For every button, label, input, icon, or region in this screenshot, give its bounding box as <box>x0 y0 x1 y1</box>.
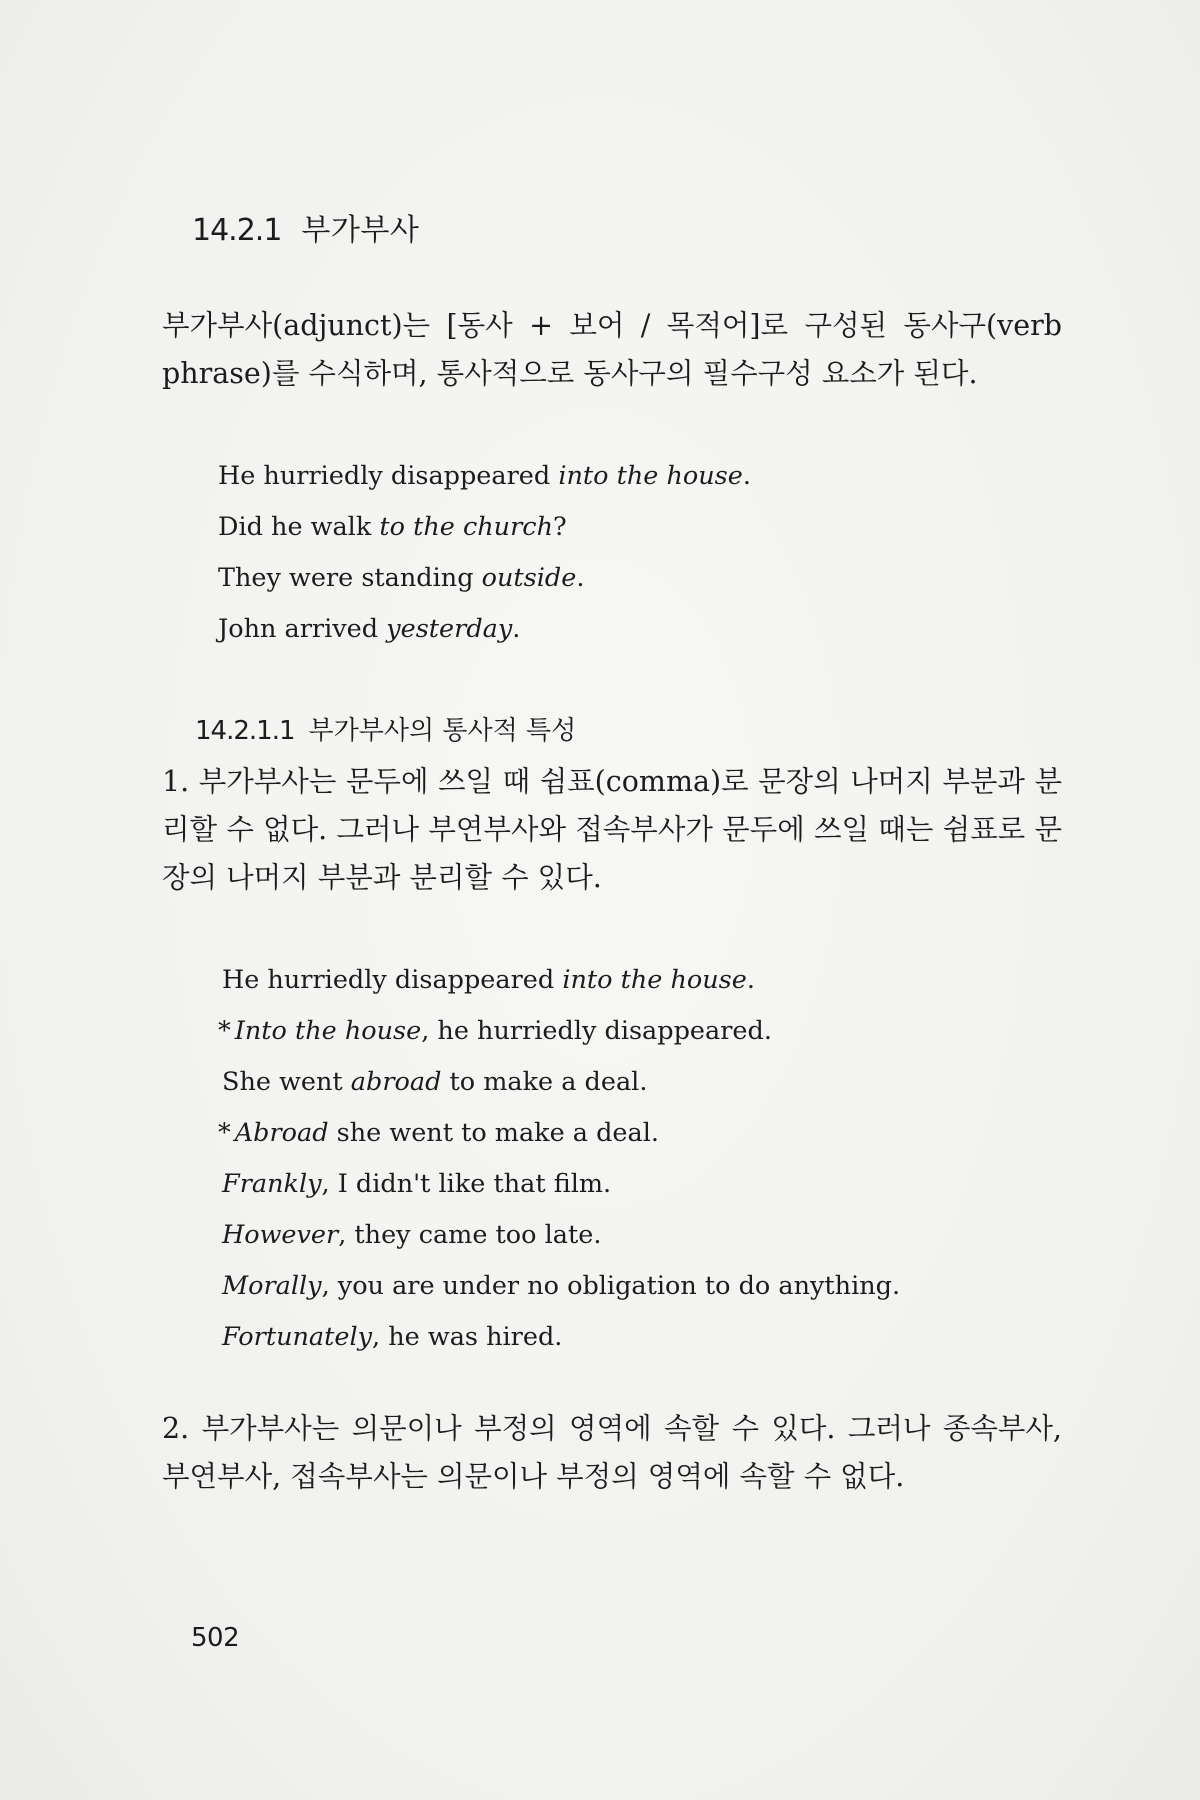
example-sentence: She went abroad to make a deal. <box>222 1067 648 1097</box>
subsection-title: 부가부사의 통사적 특성 <box>308 716 577 746</box>
example-list-2 <box>218 960 900 1368</box>
example-sentence: Fortunately, he was hired. <box>222 1322 563 1352</box>
example-sentence: They were standing outside. <box>218 563 585 593</box>
point-1-paragraph: 1. 부가부사는 문두에 쓰일 때 쉼표(comma)로 문장의 나머지 부분과 분리할 수 없다. 그러나 부연부사와 접속부사가 문두에 쓰일 때는 쉼표로 문장의 나머지 부분과 분리할 수 있다. <box>162 765 1062 894</box>
example-sentence: John arrived yesterday. <box>218 614 521 644</box>
section-title: 부가부사 <box>301 213 420 248</box>
section-number: 14.2.1 <box>192 213 282 248</box>
page-number: 502 <box>191 1623 240 1653</box>
example-sentence: However, they came too late. <box>222 1220 602 1250</box>
subsection-number: 14.2.1.1 <box>195 716 295 746</box>
example-sentence: Morally, you are under no obligation to do anything. <box>222 1271 901 1301</box>
section-heading <box>192 205 419 249</box>
point-2-paragraph: 2. 부가부사는 의문이나 부정의 영역에 속할 수 있다. 그러나 종속부사, 부연부사, 접속부사는 의문이나 부정의 영역에 속할 수 없다. <box>162 1412 1062 1493</box>
example-sentence: Did he walk to the church? <box>218 512 567 542</box>
example-sentence: He hurriedly disappeared into the house. <box>222 965 755 995</box>
example-list-1 <box>218 456 751 660</box>
subsection-heading <box>195 710 576 747</box>
example-sentence-ungrammatical: * Abroad she went to make a deal. <box>218 1118 659 1148</box>
intro-paragraph: 부가부사(adjunct)는 [동사 + 보어 / 목적어]로 구성된 동사구(verb phrase)를 수식하며, 통사적으로 동사구의 필수구성 요소가 된다. <box>162 309 1062 390</box>
example-sentence: Frankly, I didn't like that film. <box>222 1169 612 1199</box>
example-sentence-ungrammatical: * Into the house, he hurriedly disappeared. <box>218 1016 772 1046</box>
example-sentence: He hurriedly disappeared into the house. <box>218 461 751 491</box>
